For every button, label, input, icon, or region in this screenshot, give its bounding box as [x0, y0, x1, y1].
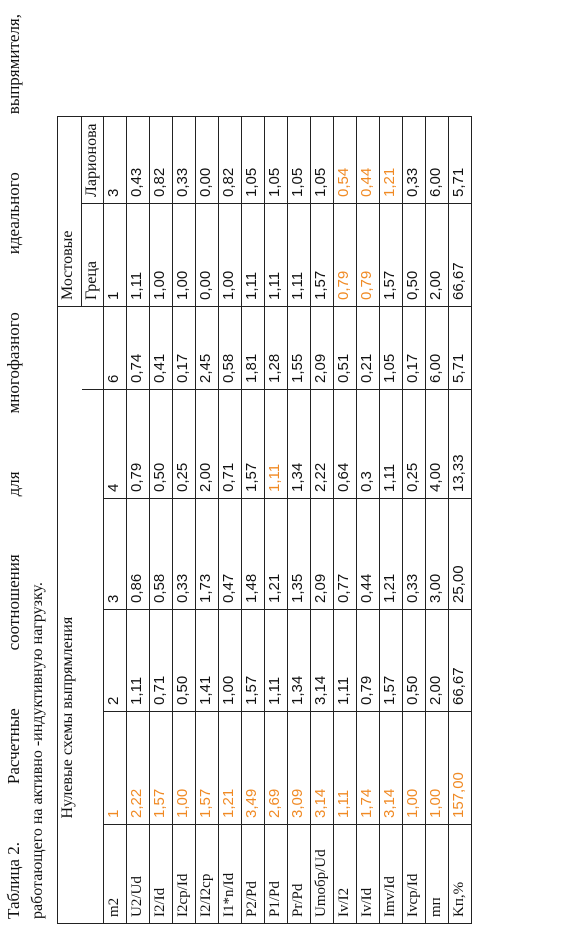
table-cell: 0,33 — [173, 117, 196, 204]
table-caption — [2, 14, 50, 919]
table-row — [449, 117, 472, 924]
table-cell: 1,05 — [311, 117, 334, 204]
table-cell: 1,11 — [127, 610, 150, 712]
table-cell: 0,86 — [127, 499, 150, 610]
table-cell: 0,33 — [403, 117, 426, 204]
table-cell: 0,71 — [150, 610, 173, 712]
table-cell: 1,05 — [265, 117, 288, 204]
table-cell: 3,14 — [380, 712, 403, 825]
table-cell: 1,21 — [380, 117, 403, 204]
table-cell: 1,48 — [242, 499, 265, 610]
row-label: I2/I2cp — [196, 825, 219, 924]
table-cell: 0,82 — [219, 117, 242, 204]
table-cell: 0,21 — [357, 307, 380, 390]
table-cell: 1,57 — [242, 610, 265, 712]
row-label: Iv/I2 — [334, 825, 357, 924]
table-cell: 1,57 — [380, 204, 403, 307]
m2-value: 6 — [104, 307, 127, 390]
m2-value: 3 — [104, 499, 127, 610]
table-cell: 3,14 — [311, 712, 334, 825]
table-cell: 0,64 — [334, 390, 357, 499]
table-cell: 1,11 — [288, 204, 311, 307]
table-cell: 0,3 — [357, 390, 380, 499]
table-cell: 1,00 — [173, 204, 196, 307]
bridge-schemes-header: Мостовые — [58, 117, 82, 307]
table-cell: 0,74 — [127, 307, 150, 390]
table-row — [380, 117, 403, 924]
table-row — [219, 117, 242, 924]
table-cell: 0,50 — [403, 204, 426, 307]
table-cell: 2,00 — [426, 610, 449, 712]
table-cell: 13,33 — [449, 390, 472, 499]
table-cell: 1,11 — [242, 204, 265, 307]
table-cell: 2,00 — [426, 204, 449, 307]
rectifier-ratios-table — [57, 116, 472, 924]
table-cell: 1,11 — [334, 712, 357, 825]
header-spacer — [82, 390, 104, 499]
row-label: Pr/Pd — [288, 825, 311, 924]
zero-schemes-header: Нулевые схемы выпрямления — [58, 390, 82, 825]
table-cell: 1,34 — [288, 390, 311, 499]
bridge-sub-larionov: Ларионова — [82, 117, 104, 204]
table-cell: 0,77 — [334, 499, 357, 610]
table-cell: 0,33 — [403, 499, 426, 610]
row-label: Kп,% — [449, 825, 472, 924]
table-cell: 0,71 — [219, 390, 242, 499]
row-label: I2cp/Id — [173, 825, 196, 924]
table-cell: 5,71 — [449, 307, 472, 390]
table-cell: 1,11 — [127, 204, 150, 307]
table-cell: 1,73 — [196, 499, 219, 610]
table-row — [173, 117, 196, 924]
table-cell: 1,05 — [380, 307, 403, 390]
table-cell: 0,47 — [219, 499, 242, 610]
table-row — [196, 117, 219, 924]
caption-word: Таблица 2. — [4, 842, 23, 919]
m2-value: 1 — [104, 204, 127, 307]
m2-value: 4 — [104, 390, 127, 499]
table-cell: 1,57 — [242, 390, 265, 499]
table-cell: 1,21 — [265, 499, 288, 610]
table-cell: 0,44 — [357, 499, 380, 610]
table-cell: 0,50 — [173, 610, 196, 712]
table-cell: 1,00 — [403, 712, 426, 825]
table-cell: 2,69 — [265, 712, 288, 825]
table-cell: 25,00 — [449, 499, 472, 610]
table-cell: 1,00 — [219, 610, 242, 712]
table-cell: 1,28 — [265, 307, 288, 390]
table-cell: 1,11 — [380, 390, 403, 499]
table-row — [127, 117, 150, 924]
table-cell: 0,50 — [150, 390, 173, 499]
table-cell: 0,00 — [196, 204, 219, 307]
row-label: Umобр/Ud — [311, 825, 334, 924]
table-cell: 0,25 — [173, 390, 196, 499]
table-cell: 0,43 — [127, 117, 150, 204]
table-row — [242, 117, 265, 924]
table-cell: 0,82 — [150, 117, 173, 204]
m2-value: 1 — [104, 712, 127, 825]
table-cell: 0,25 — [403, 390, 426, 499]
caption-word: идеального — [4, 172, 23, 255]
table-cell: 4,00 — [426, 390, 449, 499]
table-row — [311, 117, 334, 924]
table-cell: 1,57 — [311, 204, 334, 307]
table-cell: 1,21 — [380, 499, 403, 610]
table-cell: 2,09 — [311, 307, 334, 390]
row-label: I1*n/Id — [219, 825, 242, 924]
table-cell: 3,49 — [242, 712, 265, 825]
table-cell: 1,11 — [265, 204, 288, 307]
m2-value: 3 — [104, 117, 127, 204]
bridge-sub-gretz: Греца — [82, 204, 104, 307]
table-cell: 2,00 — [196, 390, 219, 499]
table-cell: 0,17 — [173, 307, 196, 390]
table-cell: 1,00 — [219, 204, 242, 307]
table-row — [265, 117, 288, 924]
caption-word: Расчетные — [4, 708, 23, 785]
table-cell: 1,35 — [288, 499, 311, 610]
table-cell: 0,79 — [357, 204, 380, 307]
table-cell: 0,79 — [357, 610, 380, 712]
table-cell: 1,11 — [265, 390, 288, 499]
corner-cell — [58, 825, 82, 924]
row-label: P1/Pd — [265, 825, 288, 924]
table-cell: 1,57 — [150, 712, 173, 825]
row-label: Iv/Id — [357, 825, 380, 924]
row-label: I2/Id — [150, 825, 173, 924]
table-cell: 1,34 — [288, 610, 311, 712]
table-cell: 3,00 — [426, 499, 449, 610]
table-cell: 1,11 — [334, 610, 357, 712]
table-cell: 0,41 — [150, 307, 173, 390]
header-spacer — [82, 307, 104, 390]
table-cell: 1,57 — [196, 712, 219, 825]
header-spacer — [82, 499, 104, 825]
table-cell: 1,41 — [196, 610, 219, 712]
caption-word: выпрямителя, — [4, 14, 23, 115]
table-cell: 3,09 — [288, 712, 311, 825]
table-cell: 1,55 — [288, 307, 311, 390]
row-label: Imv/Id — [380, 825, 403, 924]
table-cell: 1,74 — [357, 712, 380, 825]
table-row — [150, 117, 173, 924]
row-label: mп — [426, 825, 449, 924]
table-cell: 2,22 — [311, 390, 334, 499]
table-cell: 6,00 — [426, 117, 449, 204]
table-cell: 0,58 — [219, 307, 242, 390]
table-cell: 1,11 — [265, 610, 288, 712]
table-cell: 1,00 — [150, 204, 173, 307]
header-spacer — [58, 307, 82, 390]
table-cell: 66,67 — [449, 204, 472, 307]
table-cell: 1,00 — [426, 712, 449, 825]
caption-line-2: работающего на активно -индуктивную нагрузку. — [29, 582, 46, 919]
table-cell: 0,79 — [334, 204, 357, 307]
table-cell: 6,00 — [426, 307, 449, 390]
caption-word: многофазного — [4, 312, 23, 414]
table-cell: 1,00 — [173, 712, 196, 825]
table-cell: 5,71 — [449, 117, 472, 204]
table-cell: 157,00 — [449, 712, 472, 825]
table-cell: 1,05 — [242, 117, 265, 204]
caption-word: соотношения — [4, 554, 23, 651]
table-cell: 0,51 — [334, 307, 357, 390]
corner-cell — [82, 825, 104, 924]
table-cell: 1,05 — [288, 117, 311, 204]
table-cell: 1,81 — [242, 307, 265, 390]
table-cell: 0,33 — [173, 499, 196, 610]
table-cell: 2,45 — [196, 307, 219, 390]
table-cell: 0,44 — [357, 117, 380, 204]
m2-value: 2 — [104, 610, 127, 712]
table-cell: 2,22 — [127, 712, 150, 825]
table-cell: 0,54 — [334, 117, 357, 204]
table-cell: 1,21 — [219, 712, 242, 825]
table-cell: 2,09 — [311, 499, 334, 610]
table-cell: 3,14 — [311, 610, 334, 712]
caption-word: для — [4, 471, 23, 497]
table-cell: 0,58 — [150, 499, 173, 610]
table-cell: 0,50 — [403, 610, 426, 712]
table-cell: 0,79 — [127, 390, 150, 499]
table-row — [357, 117, 380, 924]
table-row — [288, 117, 311, 924]
header-m2-row — [104, 117, 127, 924]
row-label: U2/Ud — [127, 825, 150, 924]
table-row — [426, 117, 449, 924]
caption-line-1 — [2, 14, 26, 919]
table-row — [334, 117, 357, 924]
table-cell: 0,17 — [403, 307, 426, 390]
table-cell: 66,67 — [449, 610, 472, 712]
table-cell: 0,00 — [196, 117, 219, 204]
m2-label: m2 — [104, 825, 127, 924]
row-label: Ivcp/Id — [403, 825, 426, 924]
table-row — [403, 117, 426, 924]
row-label: P2/Pd — [242, 825, 265, 924]
table-cell: 1,57 — [380, 610, 403, 712]
